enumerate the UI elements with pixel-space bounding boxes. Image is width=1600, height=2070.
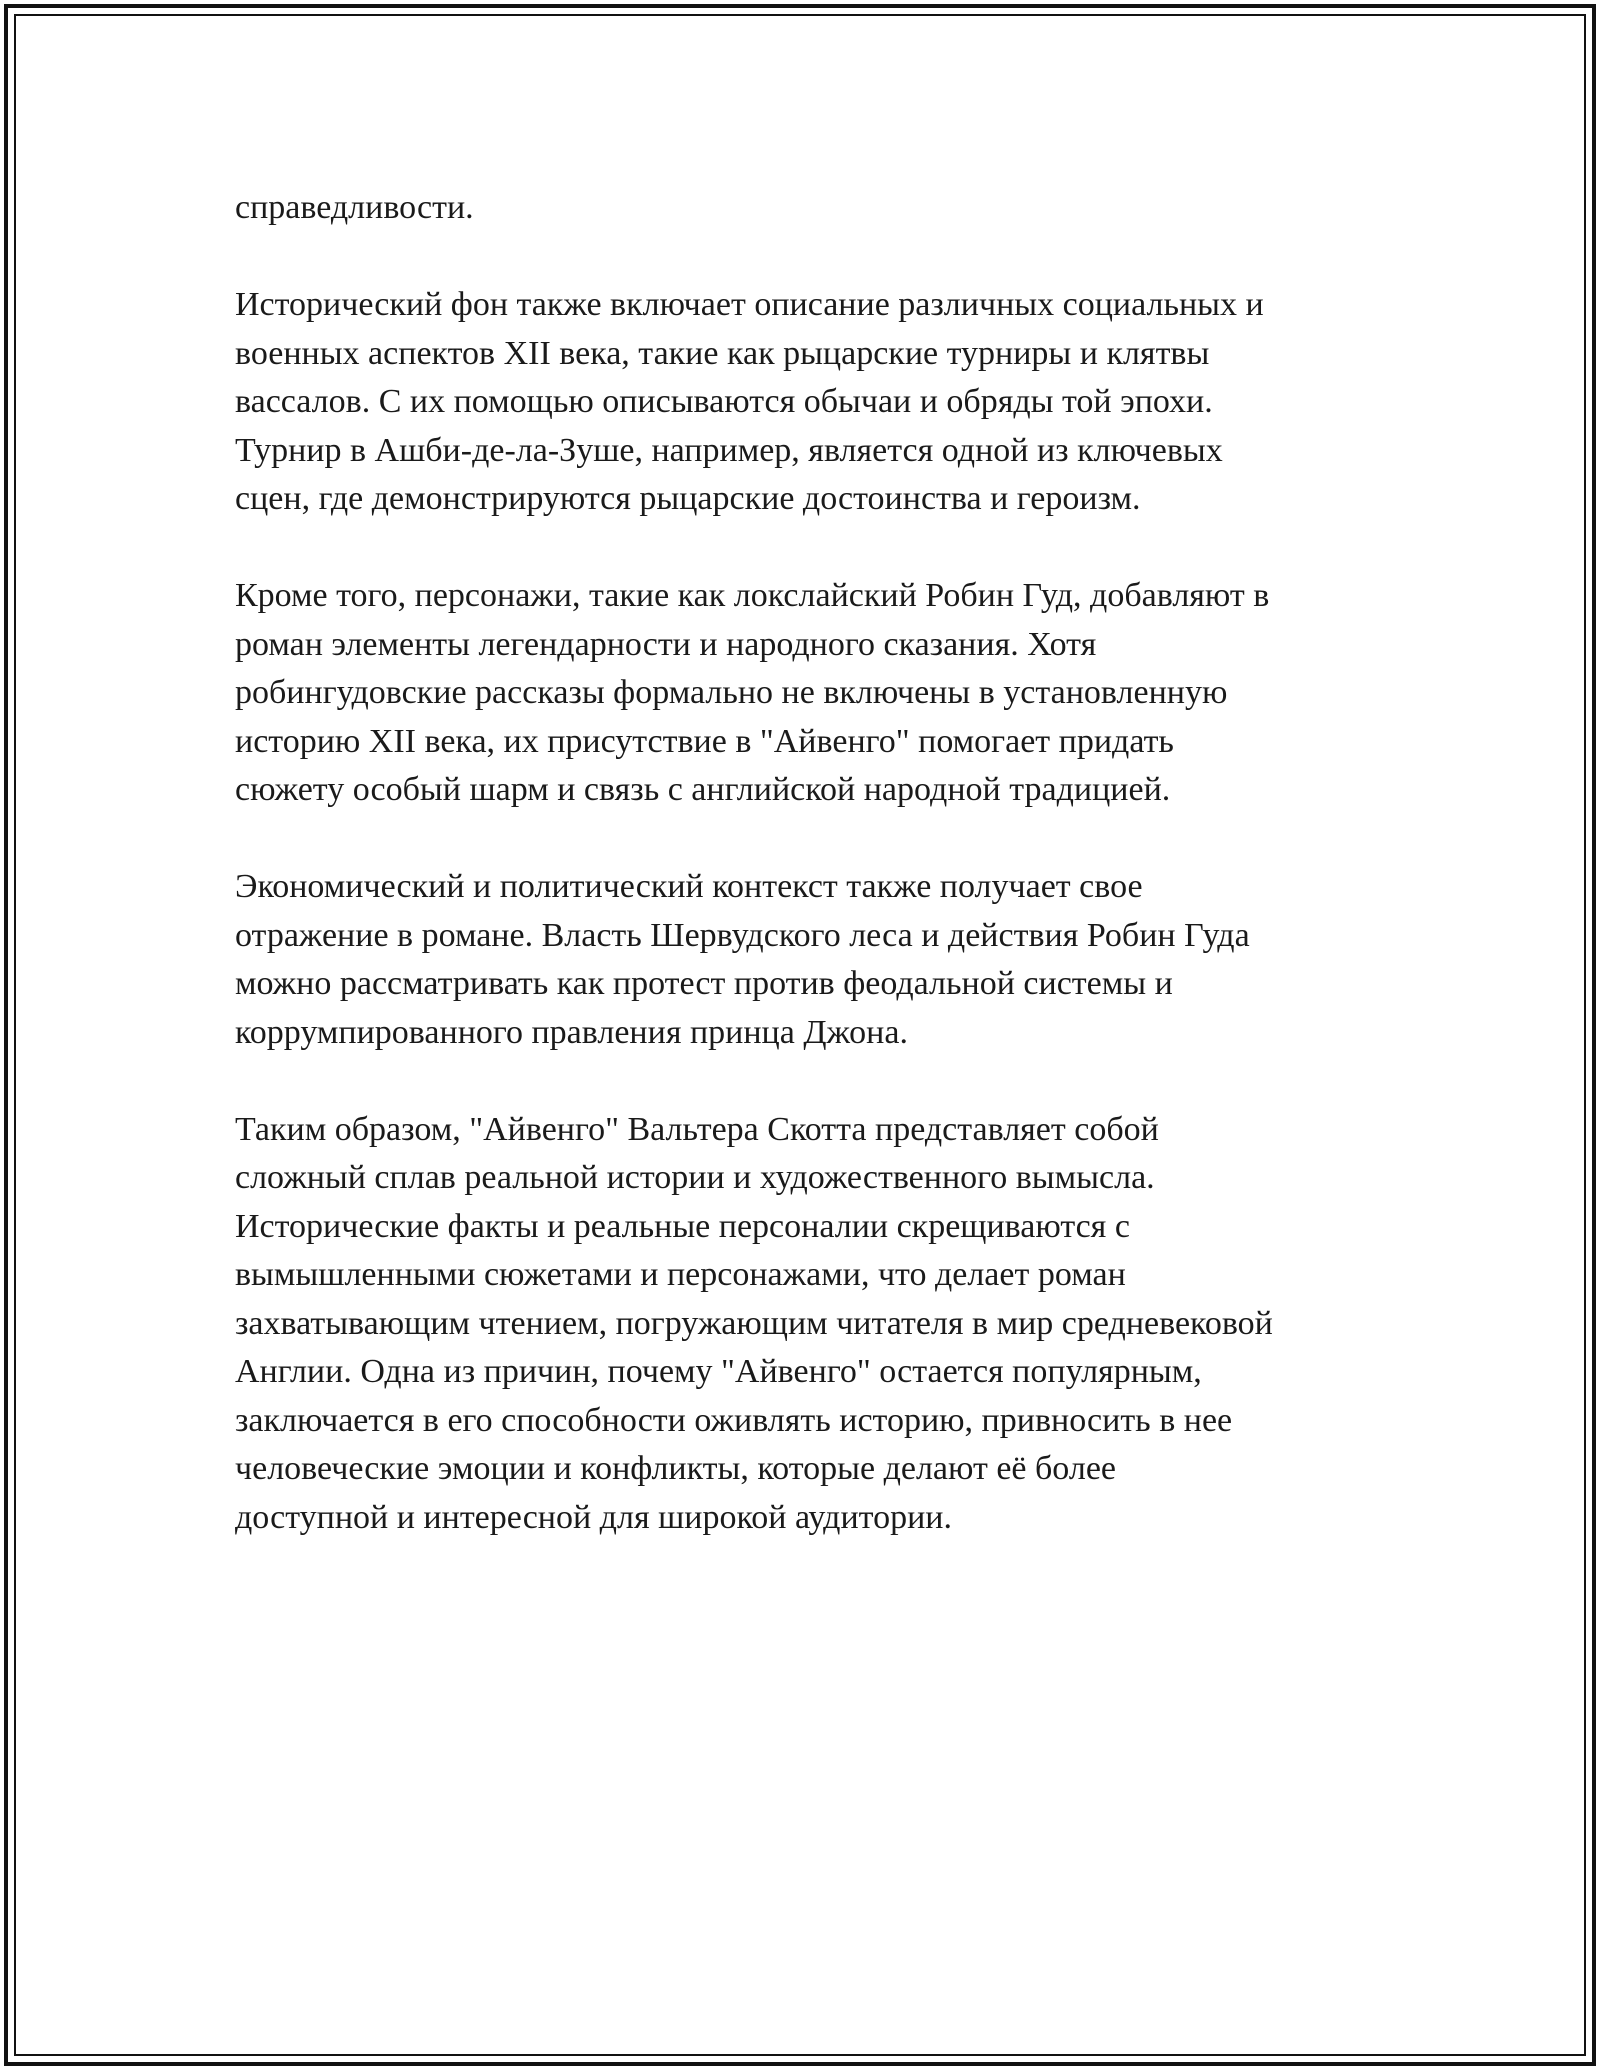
document-body: [235, 184, 1375, 1591]
text-line: Исторический фон также включает описание различных социальных и: [235, 286, 1264, 323]
text-line: Англии. Одна из причин, почему "Айвенго" остается популярным,: [235, 1353, 1202, 1390]
text-line: сложный сплав реальной истории и художественного вымысла.: [235, 1159, 1155, 1196]
text-line: военных аспектов XII века, такие как рыцарские турниры и клятвы: [235, 334, 1210, 372]
text-line: Исторические факты и реальные персоналии скрещиваются с: [235, 1207, 1130, 1245]
text-line: робингудовские рассказы формально не включены в установленную: [235, 674, 1228, 711]
text-line: сцен, где демонстрируются рыцарские достоинства и героизм.: [235, 480, 1141, 517]
text-line: историю XII века, их присутствие в "Айвенго" помогает придать: [235, 722, 1174, 760]
text-line: справедливости.: [235, 189, 474, 226]
text-line: Кроме того, персонажи, такие как локслайский Робин Гуд, добавляют в: [235, 577, 1270, 614]
text-line: Турнир в Ашби-де-ла-Зуше, например, является одной из ключевых: [235, 431, 1223, 469]
text-line: сюжету особый шарм и связь с английской народной традицией.: [235, 771, 1171, 808]
text-line: вассалов. С их помощью описываются обычаи и обряды той эпохи.: [235, 383, 1213, 420]
text-line: Таким образом, "Айвенго" Вальтера Скотта представляет собой: [235, 1110, 1159, 1148]
paragraph-5: [235, 1106, 1375, 1543]
text-line: захватывающим чтением, погружающим читателя в мир средневековой: [235, 1304, 1273, 1342]
text-line: Экономический и политический контекст также получает свое: [235, 868, 1143, 905]
paragraph-2: [235, 281, 1375, 524]
text-line: заключается в его способности оживлять историю, привносить в нее: [235, 1401, 1233, 1439]
text-line: можно рассматривать как протест против феодальной системы и: [235, 965, 1173, 1002]
text-line: доступной и интересной для широкой аудитории.: [235, 1498, 952, 1536]
text-line: коррумпированного правления принца Джона.: [235, 1013, 908, 1051]
text-line: человеческие эмоции и конфликты, которые делают её более: [235, 1450, 1117, 1487]
paragraph-4: [235, 863, 1375, 1057]
text-line: отражение в романе. Власть Шервудского леса и действия Робин Гуда: [235, 916, 1250, 954]
paragraph-3: [235, 572, 1375, 815]
paragraph-1: [235, 184, 1375, 233]
text-line: роман элементы легендарности и народного сказания. Хотя: [235, 625, 1097, 663]
text-line: вымышленными сюжетами и персонажами, что делает роман: [235, 1256, 1126, 1293]
